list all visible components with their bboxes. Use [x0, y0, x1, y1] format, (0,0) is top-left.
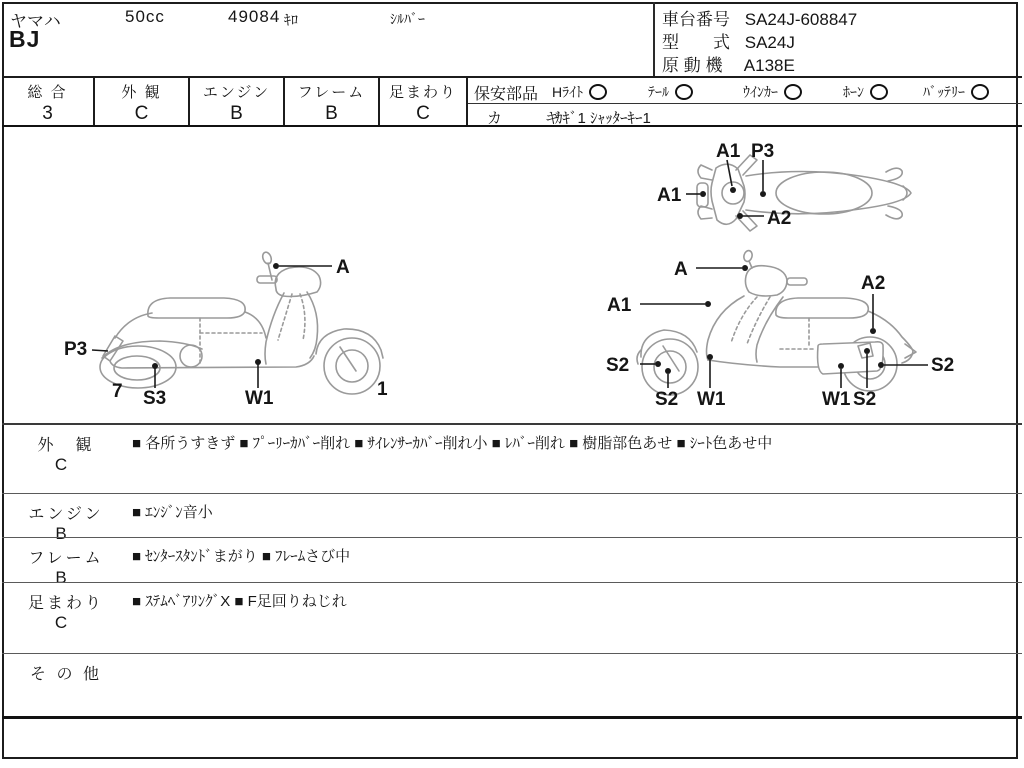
- model-code-value: SA24J: [744, 33, 795, 52]
- key-value: ｶｷﾞ1 ｼｬｯﾀｰｷｰ1: [555, 110, 651, 127]
- grade-exterior-label: 外 観: [121, 84, 162, 101]
- engine-code-value: A138E: [743, 56, 795, 75]
- condition-grade: C: [54, 613, 68, 632]
- condition-row-exterior: [2, 423, 1022, 493]
- diagram-label: W1: [697, 389, 726, 410]
- safety-headlight: Hﾗｲﾄ: [552, 82, 607, 102]
- pass-circle-icon: [675, 84, 693, 100]
- condition-grade: C: [54, 455, 68, 474]
- safety-battery: ﾊﾞｯﾃﾘｰ: [923, 82, 989, 102]
- condition-grade: B: [55, 568, 67, 587]
- grade-exterior: [95, 78, 190, 125]
- grade-row: [2, 76, 1022, 127]
- diagram-label: 7: [112, 381, 123, 402]
- safety-parts-row: [468, 78, 1022, 104]
- condition-label: 足まわり: [27, 595, 104, 612]
- condition-label: エンジン: [28, 506, 104, 523]
- condition-row-other: [2, 653, 1022, 719]
- diagram-label: P3: [751, 141, 775, 162]
- safety-parts-cell: [468, 78, 1022, 125]
- diagram-label: W1: [822, 389, 851, 410]
- mileage-unit: ｷﾛ: [284, 12, 298, 28]
- diagram-label: A1: [607, 295, 632, 316]
- left-view-leaders: [92, 266, 332, 388]
- model-code-row: [662, 28, 795, 53]
- diagram-label: S2: [606, 355, 630, 376]
- safety-taillight: ﾃｰﾙ: [648, 82, 693, 102]
- key-label: カ ギ: [487, 110, 575, 127]
- damage-diagram-area: [2, 127, 1020, 423]
- diagram-label: A1: [716, 141, 741, 162]
- pass-circle-icon: [784, 84, 802, 100]
- diagram-label: P3: [64, 339, 88, 360]
- condition-row-engine: [2, 493, 1022, 543]
- condition-notes: ■ ｴﾝｼﾞﾝ音小: [132, 504, 213, 521]
- grade-frame-label: フレーム: [297, 84, 366, 101]
- diagram-label: 1: [377, 379, 388, 400]
- scooter-diagrams: [2, 127, 1020, 423]
- diagram-label: S2: [655, 389, 679, 410]
- grade-overall: [2, 78, 95, 125]
- diagram-label: A2: [767, 208, 792, 229]
- grade-exterior-value: C: [134, 103, 149, 124]
- scooter-top-view: [697, 155, 911, 231]
- engine-code-label: 原 動 機: [662, 56, 723, 75]
- displacement: 50cc: [125, 7, 165, 26]
- pass-circle-icon: [589, 84, 607, 100]
- left-view-dots: [152, 263, 279, 369]
- diagram-label: W1: [245, 388, 274, 409]
- chassis-number-label: 車台番号: [662, 10, 730, 29]
- body-color: ｼﾙﾊﾞｰ: [390, 11, 425, 27]
- pass-circle-icon: [870, 84, 888, 100]
- diagram-label: S3: [143, 388, 167, 409]
- diagram-label: A1: [657, 185, 682, 206]
- grade-overall-value: 3: [42, 103, 53, 124]
- grade-frame-value: B: [325, 103, 338, 124]
- grade-engine: [190, 78, 285, 125]
- safety-winker: ｳｲﾝｶｰ: [743, 82, 802, 102]
- maker-name: ヤマハ: [10, 12, 61, 31]
- diagram-label: A2: [861, 273, 886, 294]
- condition-grade: B: [55, 524, 67, 543]
- condition-notes: ■ ｾﾝﾀｰｽﾀﾝﾄﾞまがり ■ ﾌﾚｰﾑさび中: [132, 548, 351, 565]
- diagram-label: A: [674, 259, 688, 280]
- grade-undercarriage-value: C: [416, 103, 430, 124]
- pass-circle-icon: [971, 84, 989, 100]
- diagram-label: S2: [931, 355, 955, 376]
- grade-engine-label: エンジン: [202, 84, 271, 101]
- grade-undercarriage-label: 足まわり: [388, 84, 457, 101]
- condition-label: フレーム: [28, 550, 104, 567]
- engine-code-row: [662, 51, 795, 76]
- diagram-label: A: [336, 257, 350, 278]
- header-divider: [653, 2, 655, 76]
- condition-label: 外 観: [37, 437, 95, 454]
- condition-row-frame: [2, 537, 1022, 587]
- chassis-number-row: [662, 5, 857, 30]
- top-view-dots: [700, 187, 766, 219]
- condition-label: そ の 他: [30, 666, 102, 683]
- model-code-label: 型 式: [662, 33, 730, 52]
- safety-horn: ﾎｰﾝ: [843, 82, 888, 102]
- grade-engine-value: B: [230, 103, 243, 124]
- chassis-number-value: SA24J-608847: [744, 10, 858, 29]
- condition-notes: ■ ｽﾃﾑﾍﾞｱﾘﾝｸﾞX ■ F足回りねじれ: [132, 593, 347, 610]
- diagram-label: S2: [853, 389, 877, 410]
- model-name: BJ: [9, 26, 41, 52]
- mileage-value: 49084: [228, 7, 281, 26]
- grade-undercarriage: [380, 78, 468, 125]
- grade-frame: [285, 78, 380, 125]
- condition-row-undercarriage: [2, 582, 1022, 653]
- safety-parts-title: 保安部品: [474, 86, 539, 103]
- grade-overall-label: 総 合: [27, 84, 68, 101]
- condition-notes: ■ 各所うすきず ■ ﾌﾟｰﾘｰｶﾊﾞｰ削れ ■ ｻｲﾚﾝｻｰｶﾊﾞｰ削れ小 ■ ﾚﾊﾞｰ削れ ■ 樹脂部色あせ ■ ｼｰﾄ色あせ中: [132, 435, 773, 452]
